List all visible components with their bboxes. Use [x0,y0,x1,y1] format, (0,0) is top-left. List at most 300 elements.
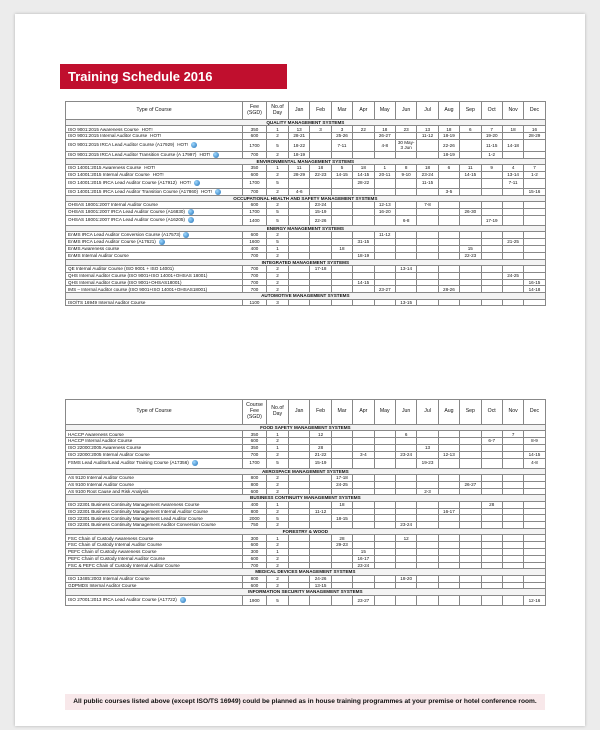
course-name-cell [66,286,243,293]
course-name: ISO 22301 Business Continuity Management Awareness Course [68,502,200,507]
month-cell [481,535,502,542]
course-name-cell [66,508,243,515]
course-name: AS 9100 Root Cause and Risk Analysis [68,488,149,494]
course-name: ISO 14001:2015 IRCA Lead Auditor Transition Course (A17860) [68,188,198,194]
month-cell [502,481,523,488]
table-row [66,444,546,451]
fee-cell: 600 [243,555,267,562]
column-header: Jul [417,102,438,120]
month-cell: 7-11 [331,139,352,151]
globe-icon [191,142,197,148]
fee-cell: 1700 [243,178,267,188]
month-cell [460,139,481,151]
month-cell [289,215,310,225]
month-cell [502,208,523,215]
month-cell [331,178,352,188]
course-name-cell [66,548,243,555]
month-cell [438,488,459,495]
month-cell [502,515,523,522]
month-cell [438,515,459,522]
hot-badge: HOT! [141,126,153,132]
fee-cell: 1700 [243,208,267,215]
month-cell [310,562,331,569]
month-cell [374,279,395,286]
month-cell: 24-25 [502,272,523,279]
month-cell [460,582,481,589]
month-cell [310,239,331,246]
month-cell [310,542,331,549]
month-cell [502,508,523,515]
month-cell [395,272,416,279]
month-cell [374,481,395,488]
month-cell [353,201,374,208]
month-cell [460,431,481,438]
fee-cell: 1700 [243,139,267,151]
course-name: IMS – Internal Auditor course (ISO 9001+ISO 14001+OHSAS18001) [68,286,208,292]
month-cell: 13-15 [395,299,416,306]
month-cell [331,279,352,286]
month-cell [502,299,523,306]
course-name: FSC Chain of Custody Internal Auditor Course [68,542,162,548]
month-cell [481,279,502,286]
course-name: ISO 22000:2005 Internal Auditor Course [68,452,150,458]
month-cell: 17-18 [331,474,352,481]
month-cell [460,438,481,445]
days-cell: 2 [267,582,289,589]
table-row [66,252,546,259]
month-cell [460,151,481,158]
fee-cell: 300 [243,548,267,555]
course-name-cell [66,171,243,178]
month-cell [438,171,459,178]
month-cell [353,208,374,215]
column-header: Feb [310,400,331,425]
month-cell [289,515,310,522]
month-cell [417,542,438,549]
month-cell [502,444,523,451]
course-name: EnMS IRCA Lead Auditor Conversion Course (A17573) [68,232,181,238]
month-cell [417,232,438,239]
section-heading: INFORMATION SECURITY MANAGEMENT SYSTEMS [66,589,546,595]
fee-cell: 700 [243,272,267,279]
course-name-cell [66,522,243,529]
month-cell [374,474,395,481]
column-header: Oct [481,400,502,425]
month-cell [524,555,545,562]
hot-badge: HOT! [200,188,212,194]
month-cell: 1-2 [481,151,502,158]
course-name: ISO 9001:2015 IRCA Lead Auditor Course (A17929) [68,142,175,148]
month-cell [481,481,502,488]
month-cell [353,151,374,158]
month-cell [289,246,310,253]
month-cell [353,286,374,293]
fee-cell: 800 [243,575,267,582]
month-cell [460,188,481,195]
month-cell [502,542,523,549]
course-name-cell [66,133,243,140]
month-cell [331,252,352,259]
table-row [66,279,546,286]
month-cell [438,178,459,188]
month-cell [460,522,481,529]
month-cell [289,266,310,273]
month-cell [460,488,481,495]
month-cell [310,535,331,542]
course-name: ISO 22301 Business Continuity Management Auditor Conversion Course [68,522,216,528]
month-cell: 28-26 [438,286,459,293]
month-cell [374,451,395,458]
month-cell [460,239,481,246]
month-cell: 18-19 [438,133,459,140]
month-cell [395,555,416,562]
month-cell [502,286,523,293]
month-cell [481,451,502,458]
course-name: FSC & PEFC Chain of Custody Internal Auditor Course [68,562,180,568]
month-cell [395,515,416,522]
course-name: EnMS IRCA Lead Auditor Course (A17621) [68,239,156,245]
course-name: ISO 22301 Business Continuity Management Lead Auditor Course [68,515,203,521]
days-cell: 2 [267,562,289,569]
hot-badge: HOT! [144,165,156,171]
month-cell [353,458,374,468]
month-cell [353,266,374,273]
month-cell: 7-8 [417,201,438,208]
month-cell [417,508,438,515]
month-cell [395,232,416,239]
course-name: PEFC Chain of Custody Awareness Course [68,549,157,555]
days-cell: 5 [267,239,289,246]
month-cell: 24-25 [331,481,352,488]
month-cell [353,133,374,140]
month-cell: 21-22 [310,451,331,458]
fee-cell: 600 [243,201,267,208]
month-cell: 22 [353,126,374,133]
course-name-cell [66,501,243,508]
month-cell [481,232,502,239]
course-name-cell [66,481,243,488]
days-cell: 1 [267,535,289,542]
month-cell [331,208,352,215]
section-heading: FOOD SAFETY MANAGEMENT SYSTEMS [66,425,546,431]
column-header: Feb [310,102,331,120]
month-cell [438,595,459,605]
table-row [66,201,546,208]
month-cell [331,215,352,225]
month-cell [374,515,395,522]
month-cell [395,239,416,246]
days-cell: 3 [267,299,289,306]
month-cell [524,246,545,253]
fee-cell: 1900 [243,595,267,605]
month-cell [374,542,395,549]
course-name-cell [66,151,243,158]
course-name: HACCP Awareness Course [68,431,124,437]
month-cell [331,451,352,458]
month-cell [395,133,416,140]
days-cell: 2 [267,201,289,208]
month-cell [460,286,481,293]
month-cell [460,201,481,208]
month-cell [502,458,523,468]
month-cell [481,188,502,195]
month-cell: 4-8 [524,458,545,468]
course-name: OHSAS 18001:2007 Internal Auditor Course [68,202,158,208]
course-name-cell [66,431,243,438]
month-cell: 18-15 [331,515,352,522]
course-name-cell [66,252,243,259]
month-cell [395,279,416,286]
fee-cell: 700 [243,286,267,293]
fee-cell: 700 [243,252,267,259]
table-row [66,562,546,569]
month-cell [460,215,481,225]
month-cell [331,438,352,445]
table-row [66,438,546,445]
section-heading: ENERGY MANAGEMENT SYSTEMS [66,225,546,231]
month-cell: 2-3 [417,488,438,495]
month-cell: 11-12 [374,232,395,239]
course-name: OHSAS 18001:2007 IRCA Lead Auditor Course (A16830) [68,208,185,214]
month-cell: 16-17 [353,555,374,562]
month-cell [438,252,459,259]
month-cell: 28 [481,501,502,508]
fee-cell: 350 [243,164,267,171]
month-cell [310,522,331,529]
month-cell [524,515,545,522]
month-cell: 28-21 [289,133,310,140]
footer-note: All public courses listed above (except ISO/TS 16949) could be planned as in house training programmes at your premise or hotel conference room. [65,694,545,710]
fee-cell: 700 [243,266,267,273]
month-cell: 18 [417,164,438,171]
days-cell: 5 [267,178,289,188]
course-name-cell [66,582,243,589]
month-cell [310,232,331,239]
month-cell [438,444,459,451]
month-cell [481,555,502,562]
month-cell [460,562,481,569]
fee-cell: 700 [243,279,267,286]
month-cell [460,266,481,273]
month-cell: 26-30 [460,208,481,215]
section-heading: BUSINESS CONTINUITY MANAGEMENT SYSTEMS [66,495,546,501]
month-cell [481,595,502,605]
month-cell [460,232,481,239]
fee-cell: 700 [243,188,267,195]
month-cell [524,508,545,515]
month-cell [353,542,374,549]
course-name-cell [66,555,243,562]
month-cell [374,299,395,306]
month-cell [524,522,545,529]
month-cell [374,548,395,555]
month-cell [417,522,438,529]
month-cell [353,474,374,481]
fee-cell: 1100 [243,299,267,306]
month-cell [331,272,352,279]
month-cell [502,535,523,542]
month-cell [481,299,502,306]
month-cell [481,286,502,293]
table-row [66,542,546,549]
days-cell: 2 [267,488,289,495]
month-cell: 11-15 [417,178,438,188]
course-name: ISO 9001:2015 Awareness Course [68,126,139,132]
month-cell [353,444,374,451]
course-name: ISO/TS 16949 Internal Auditor Course [68,299,146,305]
month-cell [460,555,481,562]
month-cell [395,562,416,569]
days-cell: 1 [267,501,289,508]
days-cell: 2 [267,508,289,515]
month-cell: 18-19 [438,151,459,158]
month-cell: 12-16 [524,595,545,605]
month-cell [289,201,310,208]
days-cell: 5 [267,139,289,151]
column-header: Aug [438,102,459,120]
month-cell [395,508,416,515]
course-name-cell [66,164,243,171]
month-cell: 12-13 [438,451,459,458]
table-row [66,208,546,215]
month-cell [289,451,310,458]
column-header: Apr [353,102,374,120]
table-row [66,239,546,246]
month-cell [417,515,438,522]
table-row [66,178,546,188]
month-cell [502,279,523,286]
month-cell [460,548,481,555]
column-header: Nov [502,102,523,120]
month-cell [331,431,352,438]
globe-icon [183,232,189,238]
month-cell [289,474,310,481]
month-cell: 15-19 [310,458,331,468]
month-cell [502,562,523,569]
table-row [66,451,546,458]
month-cell: 13-14 [395,266,416,273]
fee-cell: 350 [243,431,267,438]
days-cell: 1 [267,164,289,171]
month-cell [331,299,352,306]
month-cell [310,151,331,158]
month-cell [331,555,352,562]
month-cell [417,279,438,286]
table-row [66,488,546,495]
month-cell [438,266,459,273]
month-cell: 18 [331,501,352,508]
month-cell: 18 [374,126,395,133]
month-cell: 13 [289,126,310,133]
month-cell: 16-17 [438,508,459,515]
month-cell [524,501,545,508]
column-header: Type of Course [66,102,243,120]
hot-badge: HOT! [179,180,191,186]
month-cell [331,548,352,555]
month-cell: 9-10 [395,171,416,178]
table-row [66,555,546,562]
month-cell [502,438,523,445]
month-cell [395,542,416,549]
month-cell: 4-8 [374,139,395,151]
month-cell [438,542,459,549]
month-cell [502,151,523,158]
month-cell [289,488,310,495]
month-cell [481,431,502,438]
month-cell [289,522,310,529]
month-cell: 3 [331,126,352,133]
month-cell [460,515,481,522]
days-cell: 2 [267,279,289,286]
section-heading: ENVIRONMENTAL MANAGEMENT SYSTEMS [66,158,546,164]
month-cell [417,451,438,458]
month-cell [524,252,545,259]
month-cell [460,458,481,468]
month-cell [395,548,416,555]
month-cell [460,279,481,286]
month-cell: 25-26 [331,133,352,140]
month-cell [438,431,459,438]
month-cell [331,239,352,246]
month-cell [374,582,395,589]
month-cell: 23-24 [395,451,416,458]
month-cell [353,272,374,279]
month-cell [502,548,523,555]
course-name: ISO 14001:2015 Awareness Course [68,165,142,171]
course-name: OHSAS 18001:2007 IRCA Lead Auditor Course (A16205) [68,217,185,223]
month-cell [331,508,352,515]
month-cell: 14-15 [524,451,545,458]
month-cell [374,562,395,569]
month-cell [289,438,310,445]
month-cell [289,501,310,508]
month-cell [438,438,459,445]
month-cell: 17-19 [481,215,502,225]
column-header: Jul [417,400,438,425]
month-cell [524,535,545,542]
globe-icon [188,209,194,215]
fee-cell: 350 [243,444,267,451]
course-name: QHS Internal Auditor Course (ISO 9001+ISO 14001+OHSAS 18001) [68,273,208,279]
month-cell [310,246,331,253]
month-cell [502,252,523,259]
month-cell [438,279,459,286]
month-cell [374,555,395,562]
month-cell [395,201,416,208]
course-name: ISO 22301 Business Continuity Management Internal Auditor Course [68,508,208,514]
month-cell [481,171,502,178]
month-cell: 11 [460,164,481,171]
days-cell: 1 [267,548,289,555]
month-cell: 6-8 [395,215,416,225]
days-cell: 2 [267,474,289,481]
fee-cell: 700 [243,151,267,158]
month-cell [395,438,416,445]
days-cell: 2 [267,151,289,158]
month-cell: 15-16 [524,188,545,195]
column-header: Jan [289,102,310,120]
month-cell [310,188,331,195]
column-header: Jun [395,400,416,425]
month-cell: 13-15 [310,582,331,589]
globe-icon [192,460,198,466]
month-cell: 20-11 [374,171,395,178]
days-cell: 1 [267,431,289,438]
table-row [66,458,546,468]
globe-icon [188,217,194,223]
table-row [66,151,546,158]
month-cell: 30 May-3 Jun [395,139,416,151]
